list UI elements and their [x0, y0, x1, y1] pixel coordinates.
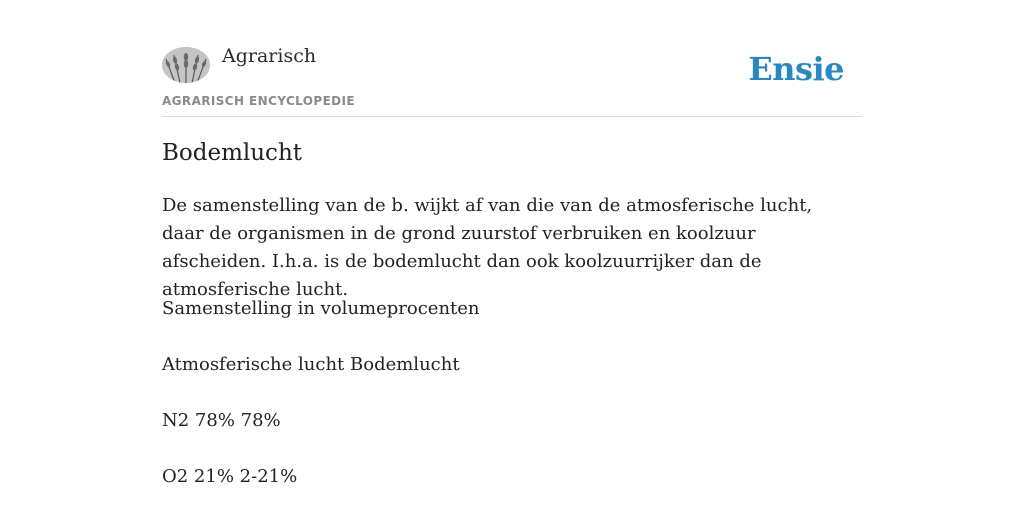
- site-name-link[interactable]: Agrarisch: [222, 45, 317, 67]
- article-title: Bodemlucht: [162, 140, 302, 166]
- wheat-logo-icon[interactable]: [162, 47, 210, 83]
- article-line-n2: N2 78% 78%: [162, 410, 281, 431]
- article-line-o2: O2 21% 2-21%: [162, 466, 298, 487]
- site-subtitle: AGRARISCH ENCYCLOPEDIE: [162, 94, 355, 108]
- page-container: [162, 0, 862, 487]
- brand-logo-link[interactable]: Ensie: [748, 50, 844, 88]
- article-line-column-headers: Atmosferische lucht Bodemlucht: [162, 354, 460, 375]
- article-intro: De samenstelling van de b. wijkt af van die van de atmosferische lucht, daar de organismen in de grond zuurstof verbruiken en koolzuur afscheiden. I.h.a. is de bodemlucht dan ook koolzuurrijker dan de atmosferische lucht.: [162, 195, 813, 300]
- site-header: [162, 0, 862, 117]
- article-line-composition-heading: Samenstelling in volumeprocenten: [162, 298, 480, 319]
